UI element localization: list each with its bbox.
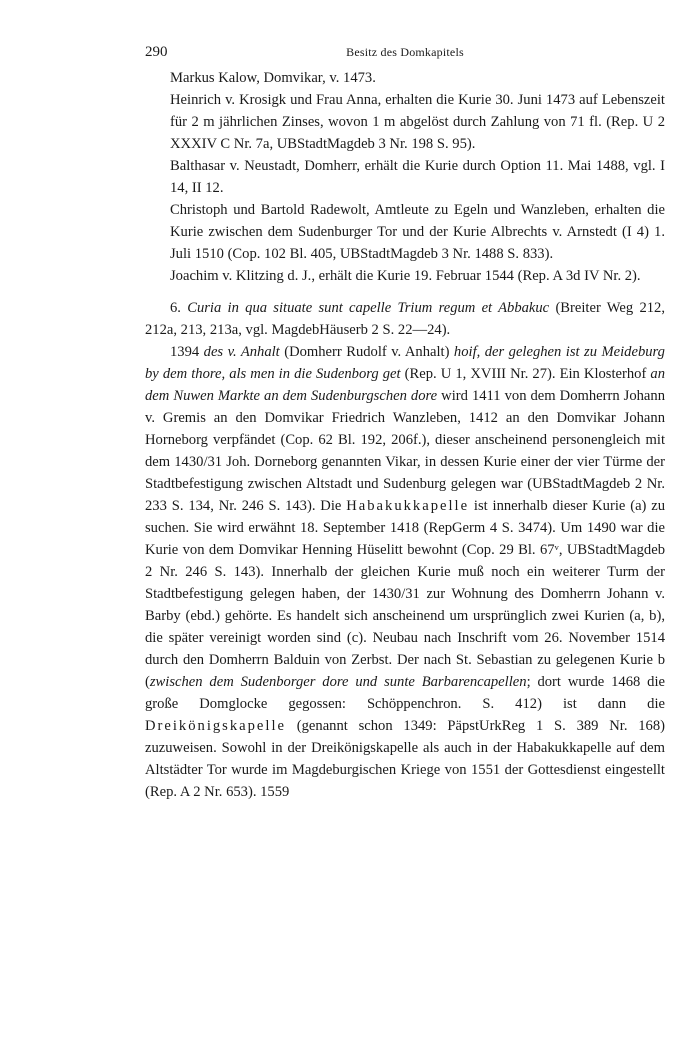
- page-header: [145, 44, 665, 64]
- page-number: 290: [145, 44, 168, 60]
- occupant-entry: Heinrich v. Krosigk und Frau Anna, erhalten die Kurie 30. Juni 1473 auf Lebenszeit für 2 m jährlichen Zinses, wovon 1 m abgelöst durch Zahlung von 71 fl. (Rep. U 2 XXXIV C Nr. 7a, UBStadtMagdeb 3 Nr. 198 S. 95).: [170, 92, 665, 152]
- body-text: (Rep. U 1, XVIII Nr. 27). Ein Klosterhof: [404, 366, 647, 382]
- body-text: (Domherr Rudolf v. Anhalt): [284, 344, 450, 360]
- spaced-term: Habakukkapelle: [346, 498, 470, 514]
- section-title: Curia in qua situate sunt capelle Trium regum et Abbakuc: [187, 300, 550, 316]
- body-paragraph: [145, 341, 665, 803]
- section-heading: [145, 297, 665, 341]
- section-gap: [145, 287, 665, 297]
- spaced-term: Dreikönigskapelle: [145, 718, 286, 734]
- running-title: Besitz des Domkapitels: [346, 45, 464, 59]
- section-number: 6.: [170, 300, 181, 316]
- occupant-entry: Markus Kalow, Domvikar, v. 1473.: [170, 70, 376, 86]
- latin-quote: des v. Anhalt: [203, 344, 280, 360]
- occupant-entry: Christoph und Bartold Radewolt, Amtleute zu Egeln und Wanzleben, erhalten die Kurie zwischen dem Sudenburger Tor und der Kurie Albrechts v. Arnstedt (I 4) 1. Juli 1510 (Cop. 102 Bl. 405, UBStadtMagdeb 3 Nr. 1488 S. 833).: [170, 202, 665, 262]
- body-text: (genannt schon 1349: PäpstUrkReg 1 S. 389 Nr. 168) zuzuweisen. Sowohl in der Dreikönigskapelle als auch in der Habakukkapelle auf dem Altstädter Tor wurde im Magdeburgischen Kriege von 1551 der Gottesdienst eingestellt (Rep. A 2 Nr. 653). 1559: [145, 718, 665, 800]
- text-column: [145, 67, 665, 803]
- latin-quote: zwischen dem Sudenborger dore und sunte Barbarencapellen: [149, 674, 527, 690]
- body-text: wird 1411 von dem Domherrn Johann v. Gremis an den Domvikar Friedrich Wanzleben, 1412 an den Domvikar Johann Horneborg verpfändet (Cop. 62 Bl. 192, 206f.), dieser anscheinend personengleich mit dem 1430/31 Joh. Dorneborg genannten Vikar, in dessen Kurie einer der vier Türme der Stadtbefestigung zwischen Altstadt und Sudenburg gelegen war (UBStadtMagdeb 2 Nr. 233 S. 134, Nr. 246 S. 143). Die: [145, 388, 665, 514]
- occupant-entry: Balthasar v. Neustadt, Domherr, erhält die Kurie durch Option 11. Mai 1488, vgl. I 14, II 12.: [170, 158, 665, 196]
- section-location: (Breiter Weg 212, 212a, 213, 213a, vgl. MagdebHäuserb 2 S. 22—24).: [145, 300, 665, 338]
- body-text: ; dort wurde 1468 die große Domglocke gegossen: Schöppenchron. S. 412) ist dann die: [145, 674, 665, 712]
- occupant-entry: Joachim v. Klitzing d. J., erhält die Kurie 19. Februar 1544 (Rep. A 3d IV Nr. 2).: [170, 268, 641, 284]
- body-text: ist innerhalb dieser Kurie (a) zu suchen. Sie wird erwähnt 18. September 1418 (RepGerm 4 S. 3474). Um 1490 war die Kurie von dem Domvikar Henning Hüselitt bewohnt (Cop. 29 Bl. 67ᵛ, UBStadtMagdeb 2 Nr. 246 S. 143). Innerhalb der gleichen Kurie muß noch ein weiterer Turm der Stadtbefestigung gelegen haben, der 1430/31 zur Wohnung des Domherrn Johann v. Barby (ebd.) gehörte. Es handelt sich anscheinend um ursprünglich zwei Kurien (a, b), die später vereinigt worden sind (c). Neubau nach Inschrift vom 26. November 1514 durch den Domherrn Balduin von Zerbst. Der nach St. Sebastian zu gelegenen Kurie b (: [145, 498, 666, 690]
- latin-quote: hoif, der geleghen ist zu Meideburg by dem thore, als men in die Sudenborg get: [145, 344, 665, 382]
- body-text: 1394: [170, 344, 200, 360]
- latin-quote: an dem Nuwen Markte an dem Sudenburgschen dore: [145, 366, 666, 404]
